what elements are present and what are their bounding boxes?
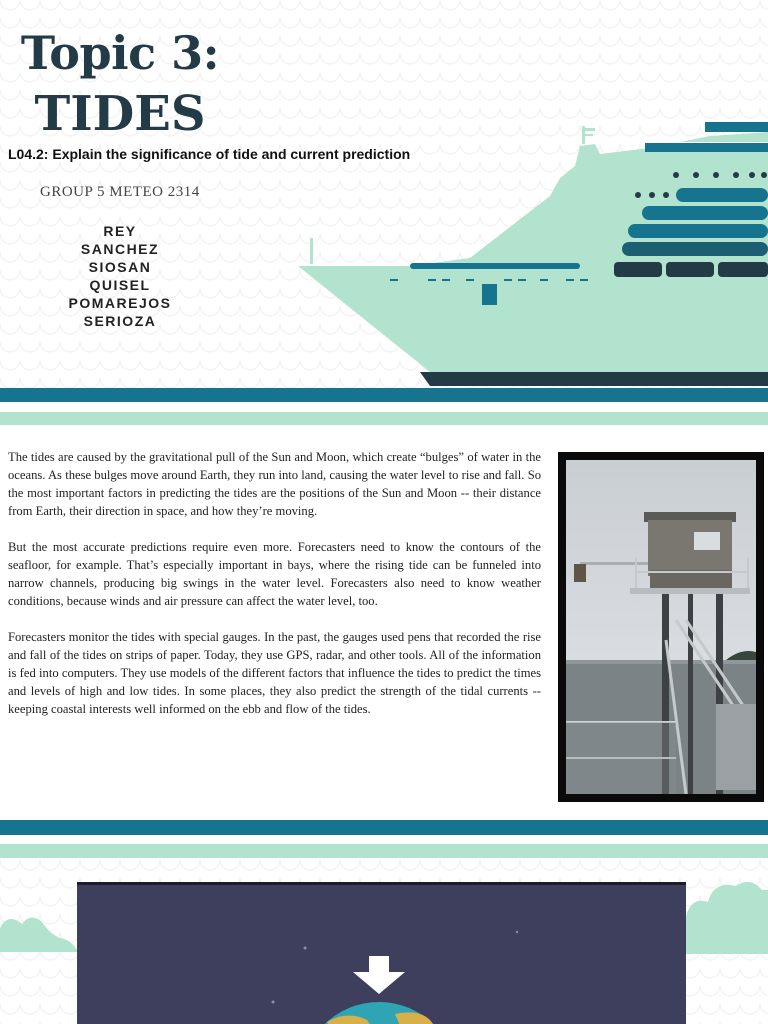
member-name: SANCHEZ bbox=[80, 241, 160, 257]
member-name: SERIOZA bbox=[83, 313, 157, 329]
page-title: Topic 3: bbox=[20, 26, 220, 80]
cloud-icon bbox=[0, 908, 80, 956]
member-name: QUISEL bbox=[89, 277, 151, 293]
divider-band bbox=[0, 844, 768, 858]
tide-gauge-photo bbox=[558, 452, 764, 802]
paragraph: But the most accurate predictions require even more. Forecasters need to know the contours of the seafloor, for example. That’s especially important in bays, where the rising tide can be funneled into narrow channels, producing big swings in the water level. Forecasters also need to know weather conditions, because winds and air pressure can affect the water level, too. bbox=[8, 540, 541, 608]
paragraph: Forecasters monitor the tides with special gauges. In the past, the gauges used pens that recorded the rise and fall of the tides on strips of paper. Today, they use GPS, radar, and other tools. All of the information is fed into computers. They use models of the different factors that influence the tides to predict the times and levels of high and low tides. In some places, they also predict the strength of the tidal currents -- keeping coastal interests well informed on the ebb and flow of the tides. bbox=[8, 630, 541, 716]
paragraph: The tides are caused by the gravitational pull of the Sun and Moon, which create “bulges” of water in the oceans. As these bulges move around Earth, they run into land, causing the water level to rise and fall. So the most important factors in predicting the tides are the positions of the Sun and Moon -- their distance from Earth, their direction in space, and how they’re moving. bbox=[8, 450, 541, 518]
earth-icon bbox=[301, 1002, 457, 1024]
tide-animation-panel bbox=[77, 882, 686, 1024]
member-name: POMAREJOS bbox=[68, 295, 172, 311]
member-name: REY bbox=[103, 223, 137, 239]
divider-band bbox=[0, 412, 768, 425]
article-text bbox=[8, 448, 541, 736]
cruise-ship-illustration bbox=[290, 118, 768, 388]
page-subtitle: TIDES bbox=[34, 86, 206, 142]
member-list bbox=[60, 222, 180, 330]
learning-objective: L04.2: Explain the significance of tide and current prediction bbox=[8, 146, 411, 162]
group-label: GROUP 5 METEO 2314 bbox=[40, 184, 200, 200]
divider-band bbox=[0, 388, 768, 402]
arrow-down-icon bbox=[353, 956, 405, 994]
divider-band bbox=[0, 820, 768, 835]
cloud-icon bbox=[686, 876, 768, 956]
member-name: SIOSAN bbox=[88, 259, 152, 275]
